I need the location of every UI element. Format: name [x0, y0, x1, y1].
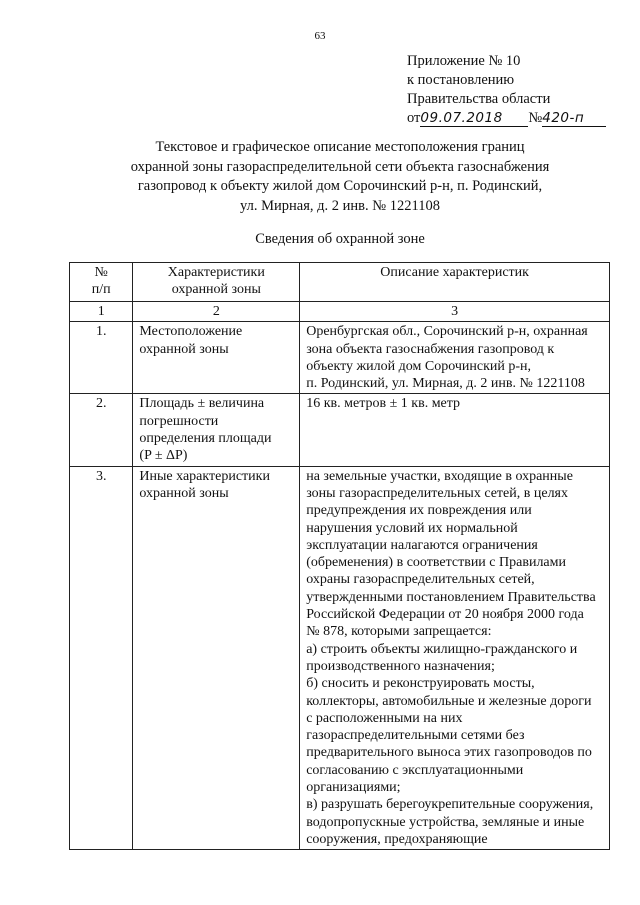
column-number-2: 2 [133, 302, 300, 322]
row-description: 16 кв. метров ± 1 кв. метр [300, 394, 610, 466]
appendix-date-line [407, 109, 606, 128]
header-col-description: Описание характеристик [300, 263, 610, 302]
row-number: 1. [70, 322, 133, 394]
protection-zone-table [69, 262, 610, 850]
row-characteristic: Площадь ± величина погрешности определения площади (P ± ΔP) [133, 394, 300, 466]
section-title: Сведения об охранной зоне [255, 231, 425, 247]
appendix-date-prefix: от [407, 110, 421, 126]
table-row [70, 394, 610, 466]
column-number-1: 1 [70, 302, 133, 322]
table-header-row [70, 263, 610, 302]
table-row [70, 322, 610, 394]
title-line-3: газопровод к объекту жилой дом Сорочинский р-н, п. Родинский, [137, 178, 543, 194]
title-line-2: охранной зоны газораспределительной сети объекта газоснабжения [130, 158, 550, 175]
row-characteristic: Иные характеристики охранной зоны [133, 466, 300, 850]
appendix-handwritten-number: 420-п [542, 111, 606, 127]
page-number: 63 [314, 30, 326, 42]
appendix-line-1: Приложение № 10 [407, 53, 521, 69]
appendix-handwritten-date: 09.07.2018 [420, 111, 528, 127]
column-number-3: 3 [300, 302, 610, 322]
title-line-4: ул. Мирная, д. 2 инв. № 1221108 [240, 197, 440, 214]
header-col-characteristics: Характеристики охранной зоны [133, 263, 300, 302]
row-number: 3. [70, 466, 133, 850]
row-description: Оренбургская обл., Сорочинский р-н, охранная зона объекта газоснабжения газопровод к объекту жилой дом Сорочинский р-н, п. Родинский, ул. Мирная, д. 2 инв. № 1221108 [300, 322, 610, 394]
appendix-block [407, 52, 606, 128]
header-col-number: № п/п [70, 263, 133, 302]
document-title [80, 138, 600, 216]
appendix-line-2: к постановлению [407, 72, 515, 88]
row-description: на земельные участки, входящие в охранные зоны газораспределительных сетей, в целях предупреждения их повреждения или нарушения условий их нормальной эксплуатации налагаются ограничения (обременения) в соответствии с Правилами охраны газораспределительных сетей, утвержденными постановлением Правительства Российской Федерации от 20 ноября 2000 года № 878, которыми запрещается: а) строить объекты жилищно-гражданского и производственного назначения; б) сносить и реконструировать мосты, коллекторы, автомобильные и железные дороги с расположенными на них газораспределительными сетями без предварительного выноса этих газопроводов по согласованию с эксплуатационными организациями; в) разрушать берегоукрепительные сооружения, водопропускные устройства, земляные и иные сооружения, предохраняющие [300, 466, 610, 850]
table-column-numbers-row [70, 302, 610, 322]
row-characteristic: Местоположение охранной зоны [133, 322, 300, 394]
table-row [70, 466, 610, 850]
title-line-1: Текстовое и графическое описание местоположения границ [155, 139, 525, 155]
row-number: 2. [70, 394, 133, 466]
appendix-line-3: Правительства области [407, 91, 551, 107]
appendix-number-sign: № [528, 110, 543, 126]
